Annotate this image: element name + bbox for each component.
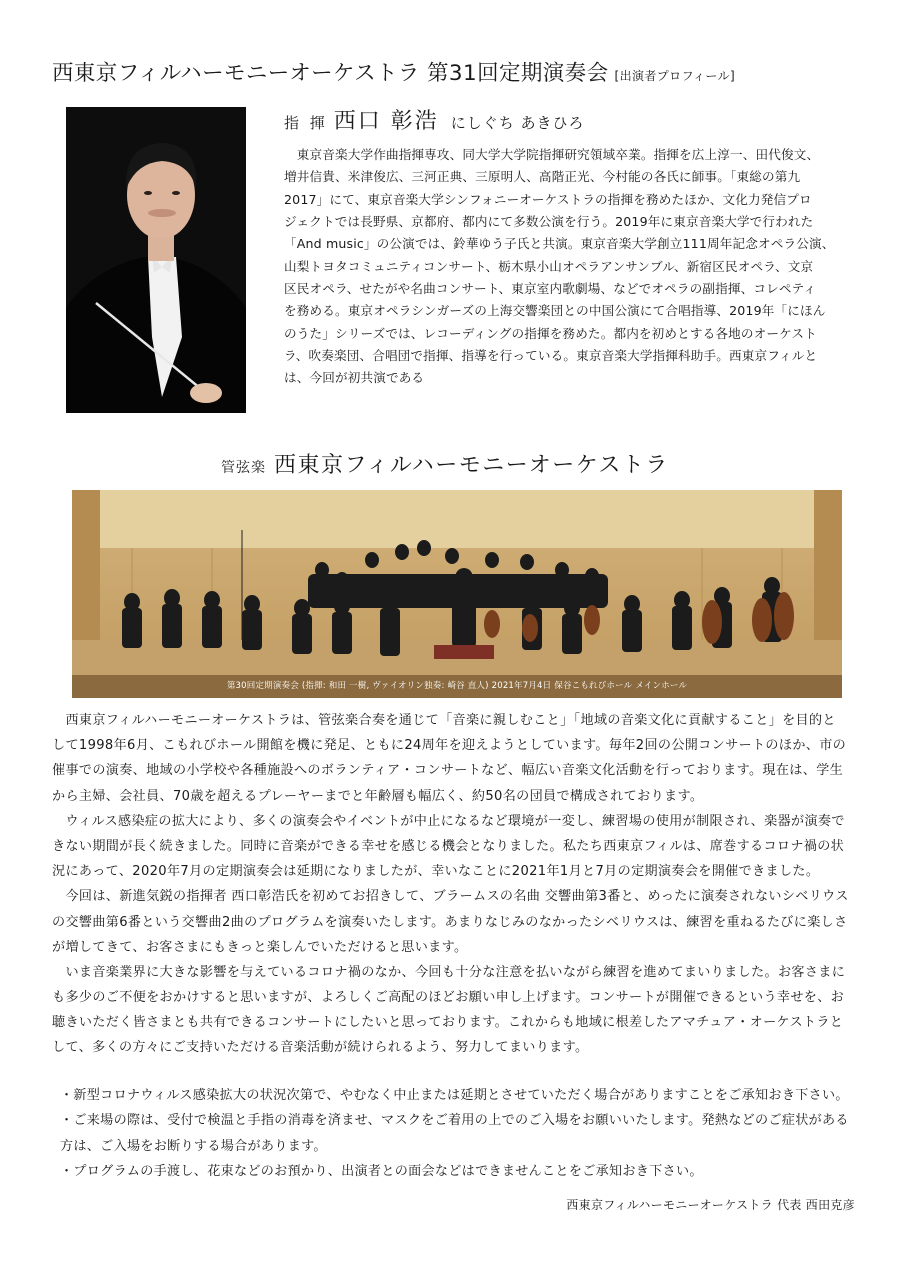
- body-line: から主婦、会社員、70歳を超えるプレーヤーまでと年齢層も幅広く、約50名の団員で構成されております。: [52, 788, 704, 804]
- bio-line: を務める。東京オペラシンガーズの上海交響楽団との中国公演にて合唱指導、2019年「にほん: [284, 303, 826, 319]
- concert-title: 西東京フィルハーモニーオーケストラ 第31回定期演奏会: [52, 61, 609, 86]
- body-line: 聴きいただく皆さまとも共有できるコンサートにしたいと思っております。これからも地域に根差したアマチュア・オーケストラと: [52, 1015, 844, 1031]
- body-line: 況にあって、2020年7月の定期演奏会は延期になりましたが、幸いなことに2021年1月と7月の定期演奏会を開催できました。: [52, 864, 820, 880]
- orchestra-role: 管弦楽: [221, 460, 266, 476]
- body-line: が増してきて、お客さまにもきっと楽しんでいただけると思います。: [52, 939, 468, 955]
- conductor-name-reading: にしぐち あきひろ: [450, 114, 585, 132]
- body-line: 西東京フィルハーモニーオーケストラは、管弦楽合奏を通じて「音楽に親しむこと」「地域の音楽文化に貢献すること」を目的と: [52, 713, 836, 728]
- orchestra-stage-illustration: [72, 490, 842, 698]
- orchestra-description: [52, 708, 864, 1061]
- notice-item: ・ご来場の際は、受付で検温と手指の消毒を済ませ、マスクをご着用の上でのご入場をお願いいたします。発熱などのご症状がある: [60, 1113, 849, 1129]
- bio-line: 増井信貴、米津俊広、三河正典、三原明人、高階正光、今村能の各氏に師事。「東総の第九: [284, 169, 801, 185]
- page-title: [52, 56, 735, 87]
- bio-line: ジェクトでは長野県、京都府、都内にて多数公演を行う。2019年に東京音楽大学で行われた: [284, 214, 814, 230]
- body-line: 今回は、新進気鋭の指揮者 西口彰浩氏を初めてお招きして、ブラームスの名曲 交響曲第3番と、めったに演奏されないシベリウス: [52, 889, 849, 905]
- conductor-role: 指 揮: [284, 114, 328, 132]
- conductor-bio: [284, 144, 850, 390]
- signature: 西東京フィルハーモニーオーケストラ 代表 西田克彦: [566, 1198, 855, 1212]
- conductor-portrait-illustration: [66, 107, 246, 413]
- body-line: きない期間が長く続きました。同時に音楽ができる幸せを感じる機会となりました。私たち西東京フィルは、席巻するコロナ禍の状: [52, 838, 845, 854]
- orchestra-name: 西東京フィルハーモニーオーケストラ: [274, 453, 669, 478]
- body-line: して1998年6月、こもれびホール開館を機に発足、ともに24周年を迎えようとしています。毎年2回の公開コンサートのほか、市の: [52, 738, 847, 754]
- bio-line: 2017」にて、東京音楽大学シンフォニーオーケストラの指揮を務めたほか、文化力発信プロ: [284, 191, 812, 207]
- body-line: 催事での演奏、地域の小学校や各種施設へのボランティア・コンサートなど、幅広い音楽文化活動を行っております。現在は、学生: [52, 763, 844, 779]
- page-subtitle: [出演者プロフィール]: [614, 69, 736, 83]
- orchestra-photo: [72, 490, 842, 698]
- bio-line: ラ、吹奏楽団、合唱団で指揮、指導を行っている。東京音楽大学指揮科助手。西東京フィルと: [284, 348, 818, 364]
- body-line: いま音楽業界に大きな影響を与えているコロナ禍のなか、今回も十分な注意を払いながら練習を進めてまいりました。お客さまに: [52, 964, 846, 980]
- orchestra-heading: [221, 448, 669, 479]
- conductor-photo: [66, 107, 246, 413]
- body-line: も多少のご不便をおかけすると思いますが、よろしくご高配のほどお願い申し上げます。コンサートが開催できるという幸せを、お: [52, 990, 845, 1006]
- body-line: ウィルス感染症の拡大により、多くの演奏会やイベントが中止になるなど環境が一変し、練習場の使用が制限され、楽器が演奏で: [52, 813, 845, 829]
- bio-line: は、今回が初共演である: [284, 370, 425, 386]
- notice-item: ・新型コロナウィルス感染拡大の状況次第で、やむなく中止または延期とさせていただく場合がありますことをご承知おき下さい。: [60, 1088, 849, 1103]
- bio-line: 山梨トヨタコミュニティコンサート、栃木県小山オペラアンサンブル、新宿区民オペラ、文京: [284, 258, 814, 274]
- conductor-name: 西口 彰浩: [333, 109, 439, 134]
- bio-line: 東京音楽大学作曲指揮専攻、同大学大学院指揮研究領域卒業。指揮を広上淳一、田代俊文、: [284, 147, 820, 162]
- notice-item: ・プログラムの手渡し、花束などのお預かり、出演者との面会などはできませんことをご承知おき下さい。: [60, 1163, 703, 1179]
- notice-item: 方は、ご入場をお断りする場合があります。: [60, 1138, 327, 1154]
- notice-list: [60, 1083, 860, 1184]
- bio-line: 「And music」の公演では、鈴華ゆう子氏と共演。東京音楽大学創立111周年記念オペラ公演、: [284, 236, 835, 252]
- bio-line: のうた」シリーズでは、レコーディングの指揮を務めた。都内を初めとする各地のオーケスト: [284, 325, 817, 341]
- conductor-heading: [284, 104, 585, 135]
- body-line: して、多くの方々にご支持いただける音楽活動が続けられるよう、努力してまいります。: [52, 1040, 589, 1056]
- body-line: の交響曲第6番という交響曲2曲のプログラムを演奏いたします。あまりなじみのなかったシベリウスは、練習を重ねるたびに楽しさ: [52, 914, 848, 930]
- photo-caption: 第30回定期演奏会 (指揮: 和田 一樹, ヴァイオリン独奏: 崎谷 直人) 2021年7月4日 保谷こもれびホール メインホール: [226, 681, 688, 691]
- bio-line: 区民オペラ、せたがや名曲コンサート、東京室内歌劇場、などでオペラの副指揮、コレペティ: [284, 281, 817, 297]
